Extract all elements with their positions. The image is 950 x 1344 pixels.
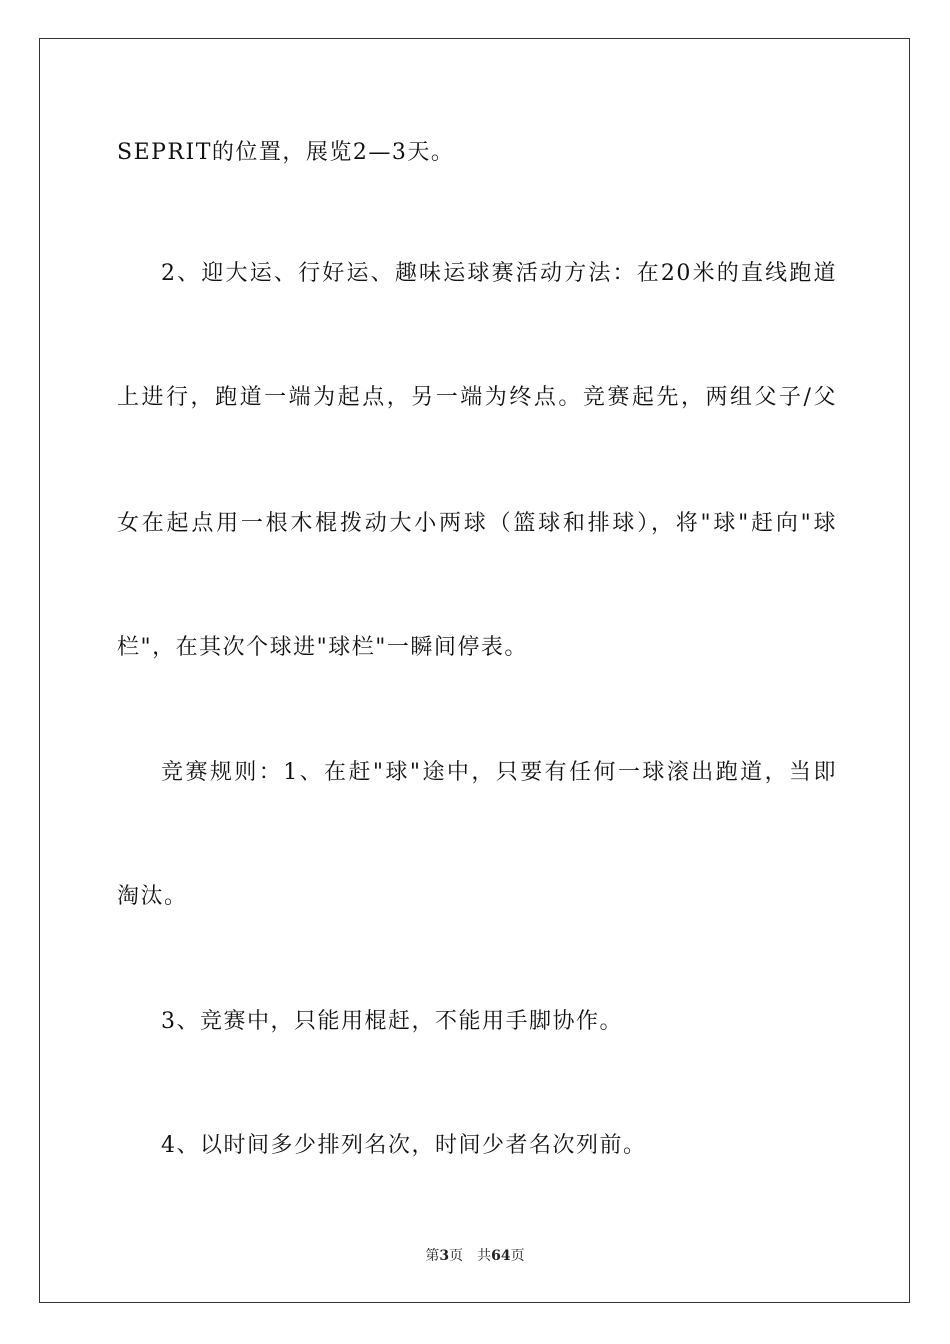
- paragraph-line-5: 栏"，在其次个球进"球栏"一瞬间停表。: [117, 635, 528, 660]
- paragraph-line-7: 淘汰。: [117, 884, 188, 909]
- paragraph-line-8: 3、竞赛中，只能用棍赶，不能用手脚协作。: [161, 1009, 623, 1034]
- paragraph-line-4: 女在起点用一根木棍拨动大小两球（篮球和排球），将"球"赶向"球: [117, 511, 837, 536]
- paragraph-line-9: 4、以时间多少排列名次，时间少者名次列前。: [161, 1133, 647, 1158]
- paragraph-line-1: SEPRIT的位置，展览2—3天。: [117, 140, 455, 165]
- paragraph-line-2: 2、迎大运、行好运、趣味运球赛活动方法：在20米的直线跑道: [161, 261, 837, 286]
- footer-total-prefix: 共: [477, 1248, 492, 1264]
- page-border: [39, 38, 910, 1303]
- paragraph-line-3: 上进行，跑道一端为起点，另一端为终点。竞赛起先，两组父子/父: [117, 385, 837, 410]
- paragraph-line-6: 竞赛规则：1、在赶"球"途中，只要有任何一球滚出跑道，当即: [161, 760, 837, 785]
- footer-page-prefix: 第: [425, 1248, 440, 1264]
- footer-page-suffix: 页: [449, 1248, 464, 1264]
- footer-page-number: 3: [439, 1248, 450, 1264]
- page-footer: [0, 1247, 950, 1265]
- footer-total-suffix: 页: [510, 1248, 525, 1264]
- footer-total-pages: 64: [491, 1248, 511, 1264]
